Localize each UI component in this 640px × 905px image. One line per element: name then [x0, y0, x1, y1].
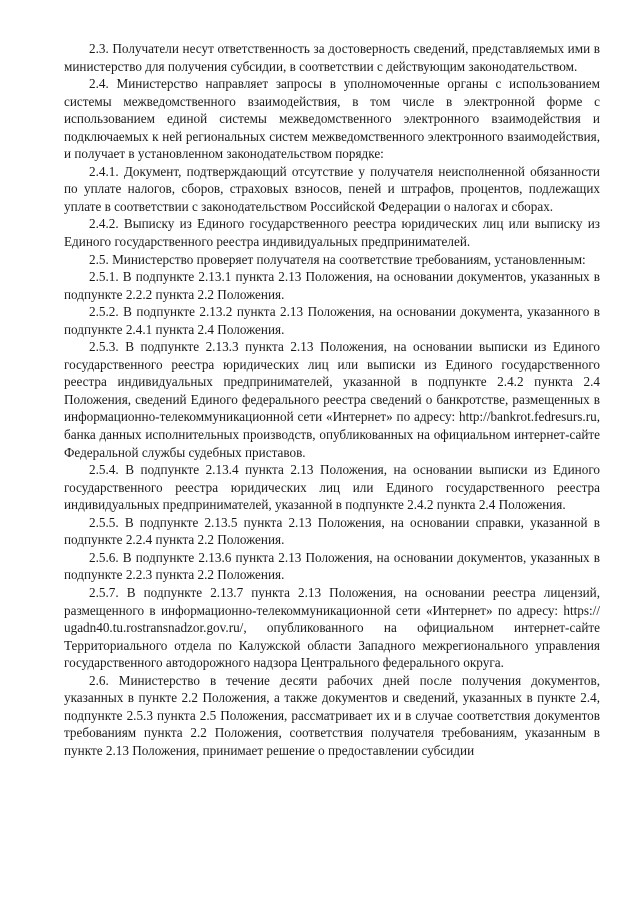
paragraph-2-5-4: 2.5.4. В подпункте 2.13.4 пункта 2.13 Положения, на основании выписки из Единого государственного реестра юридических лиц или Единого государственного реестра индивидуальных предпринимателей, указанной в подпункте 2.4.2 пункта 2.4 Положения. [64, 462, 600, 513]
paragraph-2-4-1: 2.4.1. Документ, подтверждающий отсутствие у получателя неисполненной обязанности по уплате налогов, сборов, страховых взносов, пеней и штрафов, процентов, подлежащих уплате в соответствии с законодательством Российской Федерации о налогах и сборах. [64, 163, 600, 214]
paragraph-2-5-5: 2.5.5. В подпункте 2.13.5 пункта 2.13 Положения, на основании справки, указанной в подпункте 2.2.4 пункта 2.2 Положения. [64, 514, 600, 548]
paragraph-2-5: 2.5. Министерство проверяет получателя на соответствие требованиям, установленным: [89, 251, 586, 267]
paragraph-2-5-2: 2.5.2. В подпункте 2.13.2 пункта 2.13 Положения, на основании документа, указанного в подпункте 2.4.1 пункта 2.4 Положения. [64, 304, 600, 337]
paragraph-2-4-2: 2.4.2. Выписку из Единого государственного реестра юридических лиц или выписку из Единого государственного реестра индивидуальных предпринимателей. [64, 216, 600, 250]
paragraph-2-5-6: 2.5.6. В подпункте 2.13.6 пункта 2.13 Положения, на основании документов, указанных в подпункте 2.2.3 пункта 2.2 Положения. [64, 549, 600, 583]
paragraph-2-5-1: 2.5.1. В подпункте 2.13.1 пункта 2.13 Положения, на основании документов, указанных в подпункте 2.2.2 пункта 2.2 Положения. [64, 269, 600, 302]
paragraph-2-3: 2.3. Получатели несут ответственность за достоверность сведений, представляемых ими в министерство для получения субсидии, в соответствии с действующим законодательством. [64, 41, 600, 74]
document-page [64, 40, 600, 759]
paragraph-2-5-7: 2.5.7. В подпункте 2.13.7 пункта 2.13 Положения, на основании реестра лицензий, размещенного в информационно-телекоммуникационной сети «Интернет» по адресу: https:// ugadn40.tu.rostransnadzor.gov.ru/, опубликованного на официальном интернет-сайте Территориального отдела по Калужской области Западного межрегионального управления государственного автодорожного надзора Центрального федерального округа. [64, 584, 600, 671]
paragraph-2-6: 2.6. Министерство в течение десяти рабочих дней после получения документов, указанных в пункте 2.2 Положения, а также документов и сведений, указанных в пункте 2.4, подпункте 2.5.3 пункта 2.5 Положения, рассматривает их и в случае соответствия документов требованиям пункта 2.2 Положения, соответствия получателя требованиям, указанным в пункте 2.13 Положения, принимает решение о предоставлении субсидии [64, 672, 600, 758]
paragraph-2-5-3: 2.5.3. В подпункте 2.13.3 пункта 2.13 Положения, на основании выписки из Единого государственного реестра юридических лиц или выписки из Единого государственного реестра индивидуальных предпринимателей, указанной в подпункте 2.4.2 пункта 2.4 Положения, сведений Единого федерального реестра сведений о банкротстве, размещенных в информационно-телекоммуникационной сети «Интернет» по адресу: http://bankrot.fedresurs.ru, банка данных исполнительных производств, опубликованных на официальном интернет-сайте Федеральной службы судебных приставов. [64, 339, 600, 460]
paragraph-2-4: 2.4. Министерство направляет запросы в уполномоченные органы с использованием системы межведомственного взаимодействия, в том числе в электронной форме с использованием единой системы межведомственного электронного взаимодействия и подключаемых к ней региональных систем межведомственного электронного взаимодействия, и получает в установленном законодательством порядке: [64, 76, 600, 162]
